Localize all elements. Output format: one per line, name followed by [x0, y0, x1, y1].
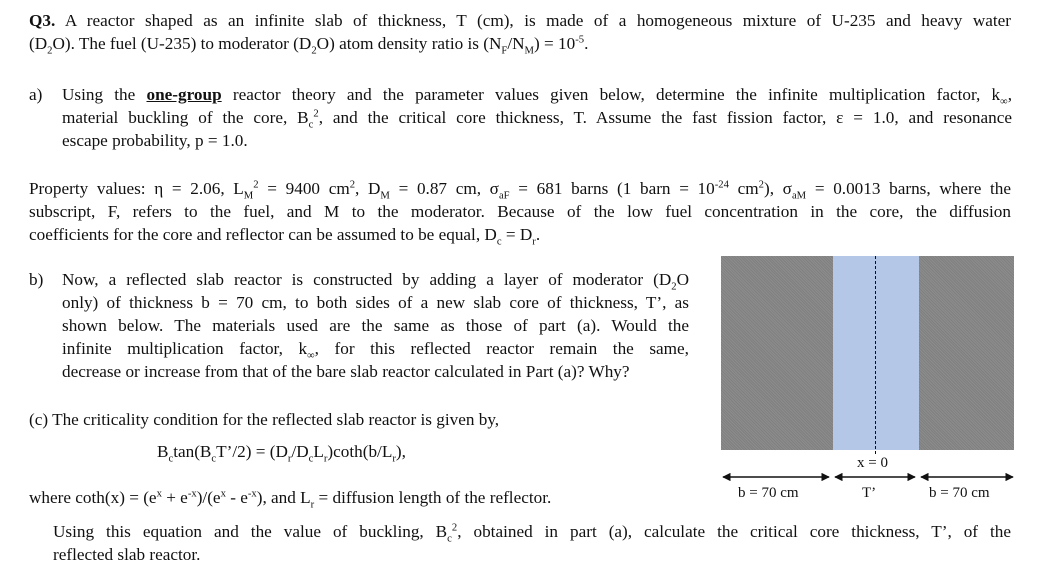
t: coefficients for the core and reflector can be assumed to be equal, D	[29, 225, 497, 244]
props-line-2: subscript, F, refers to the fuel, and M to the moderator. Because of the low fuel concentration in the core, the diffusion	[29, 202, 1011, 221]
t: , obtained in part (a), calculate the critical core thickness, T’, of the	[457, 522, 1012, 541]
t: c	[168, 453, 174, 465]
t: .	[584, 34, 589, 53]
t: r	[323, 453, 328, 465]
t: where coth(x) = (e	[29, 488, 157, 507]
t: reactor theory and the parameter values given below, determine the infinite multiplication factor, k	[232, 85, 1001, 104]
t: ), σ	[763, 179, 792, 198]
t: tan(B	[173, 442, 212, 461]
part-b-line-2: only) of thickness b = 70 cm, to both sides of a new slab core of thickness, T’, as	[62, 293, 689, 312]
b-right-label: b = 70 cm	[929, 485, 990, 501]
t: 2	[451, 522, 458, 534]
t: B	[157, 442, 169, 461]
t: = 0.0013 barns, where the	[806, 179, 1011, 198]
t: -5	[575, 34, 585, 46]
t: Property values: η = 2.06, L	[29, 179, 244, 198]
t: aF	[498, 190, 510, 202]
reflected-slab-diagram	[721, 256, 1014, 450]
t: ), and L	[256, 488, 311, 507]
t: = diffusion length of the reflector.	[314, 488, 552, 507]
t: cm	[728, 179, 759, 198]
t: ∞	[307, 350, 315, 362]
t: .	[535, 225, 541, 244]
t: 2	[313, 108, 319, 120]
t: r	[392, 453, 396, 465]
t: /D	[291, 442, 309, 461]
t: F	[501, 45, 508, 57]
t-prime-label: T’	[862, 485, 877, 501]
using-line-2: reflected slab reactor.	[53, 545, 201, 564]
t: 2	[671, 281, 677, 293]
t: 2	[253, 179, 259, 191]
t: ∞	[1000, 96, 1008, 108]
props-line-1	[29, 177, 1011, 200]
part-b-line-4	[62, 337, 689, 360]
part-c-intro	[29, 408, 499, 431]
t: r	[287, 453, 292, 465]
t: = 681 barns (1 barn = 10	[509, 179, 715, 198]
t: , for this reflected reactor remain the same,	[314, 339, 689, 358]
props-line-3	[29, 223, 1011, 246]
intro-text-1: A reactor shaped as an infinite slab of thickness, T (cm), is made of a homogeneous mixture of U-235 and heavy water	[64, 11, 1011, 30]
t: -x	[247, 488, 257, 500]
t: 2	[47, 45, 53, 57]
t: Now, a reflected slab reactor is constructed by adding a layer of moderator (D	[62, 270, 672, 289]
left-reflector	[721, 256, 833, 450]
t: T’/2) = (D	[216, 442, 288, 461]
part-c-label: (c)	[29, 410, 49, 429]
question-intro	[29, 9, 1011, 55]
t: L	[313, 442, 324, 461]
part-b-line-1	[62, 268, 689, 291]
t: r	[310, 499, 315, 511]
t: x	[220, 488, 226, 500]
t: O	[676, 270, 689, 289]
t: Using the	[62, 85, 136, 104]
t: , and the critical core thickness, T. Assume the fast fission factor, ε = 1.0, and resonance	[318, 108, 1012, 127]
part-b-line-3: shown below. The materials used are the same as those of part (a). Would the	[62, 316, 689, 335]
part-b-text	[62, 268, 689, 383]
t: c	[308, 119, 314, 131]
t: (D	[29, 34, 48, 53]
part-a-line-3: escape probability, p = 1.0.	[62, 131, 248, 150]
t: = D	[501, 225, 533, 244]
t: 2	[758, 179, 764, 191]
t: material buckling of the core, B	[62, 108, 309, 127]
t: ),	[395, 442, 406, 461]
centerline	[875, 256, 876, 454]
part-b-label: b)	[29, 270, 44, 289]
t: aM	[791, 190, 807, 202]
slab-core	[833, 256, 919, 450]
right-reflector	[919, 256, 1014, 450]
t: Using this equation and the value of buckling, B	[53, 522, 448, 541]
t: 2	[349, 179, 356, 191]
t: infinite multiplication factor, k	[62, 339, 308, 358]
t: O). The fuel (U-235) to moderator (D	[52, 34, 312, 53]
one-group-term: one-group	[146, 85, 222, 104]
t: = 9400 cm	[258, 179, 350, 198]
intro-line-2	[29, 32, 1011, 55]
t: c	[496, 236, 502, 248]
t: x	[156, 488, 162, 500]
t: c	[447, 533, 452, 545]
t: + e	[161, 488, 188, 507]
t: -x	[187, 488, 197, 500]
t: c	[211, 453, 217, 465]
t: ) = 10	[534, 34, 576, 53]
t: M	[524, 45, 534, 57]
t: O) atom density ratio is (N	[316, 34, 502, 53]
t: = 0.87 cm, σ	[389, 179, 499, 198]
question-label: Q3.	[29, 11, 56, 30]
t: , D	[355, 179, 381, 198]
t: )/(e	[196, 488, 221, 507]
part-a-line-1: Using the one-group reactor theory and the parameter values given below, determine the infinite multiplication factor, $k_\infty$,	[62, 85, 1013, 108]
t: The criticality condition for the reflected slab reactor is given by,	[52, 410, 500, 429]
part-b-line-5: decrease or increase from that of the bare slab reactor calculated in Part (a)? Why?	[62, 362, 630, 381]
property-values	[29, 177, 1011, 246]
t: c	[308, 453, 314, 465]
t: /N	[507, 34, 525, 53]
t: 2	[311, 45, 317, 57]
using-line-1	[53, 520, 1011, 543]
criticality-equation	[157, 440, 406, 463]
part-a-text	[62, 83, 1012, 152]
coth-definition	[29, 486, 551, 509]
part-a-line-2	[62, 106, 1012, 129]
t: M	[380, 190, 390, 202]
x-zero-label: x = 0	[857, 455, 888, 471]
t: )coth(b/L	[327, 442, 393, 461]
part-c-instruction	[53, 520, 1011, 566]
t: r	[532, 236, 536, 248]
part-a-label: a)	[29, 85, 43, 104]
intro-line-1	[29, 9, 1011, 32]
t: -24	[714, 179, 729, 191]
t: - e	[225, 488, 248, 507]
t: M	[243, 190, 254, 202]
b-left-label: b = 70 cm	[738, 485, 799, 501]
